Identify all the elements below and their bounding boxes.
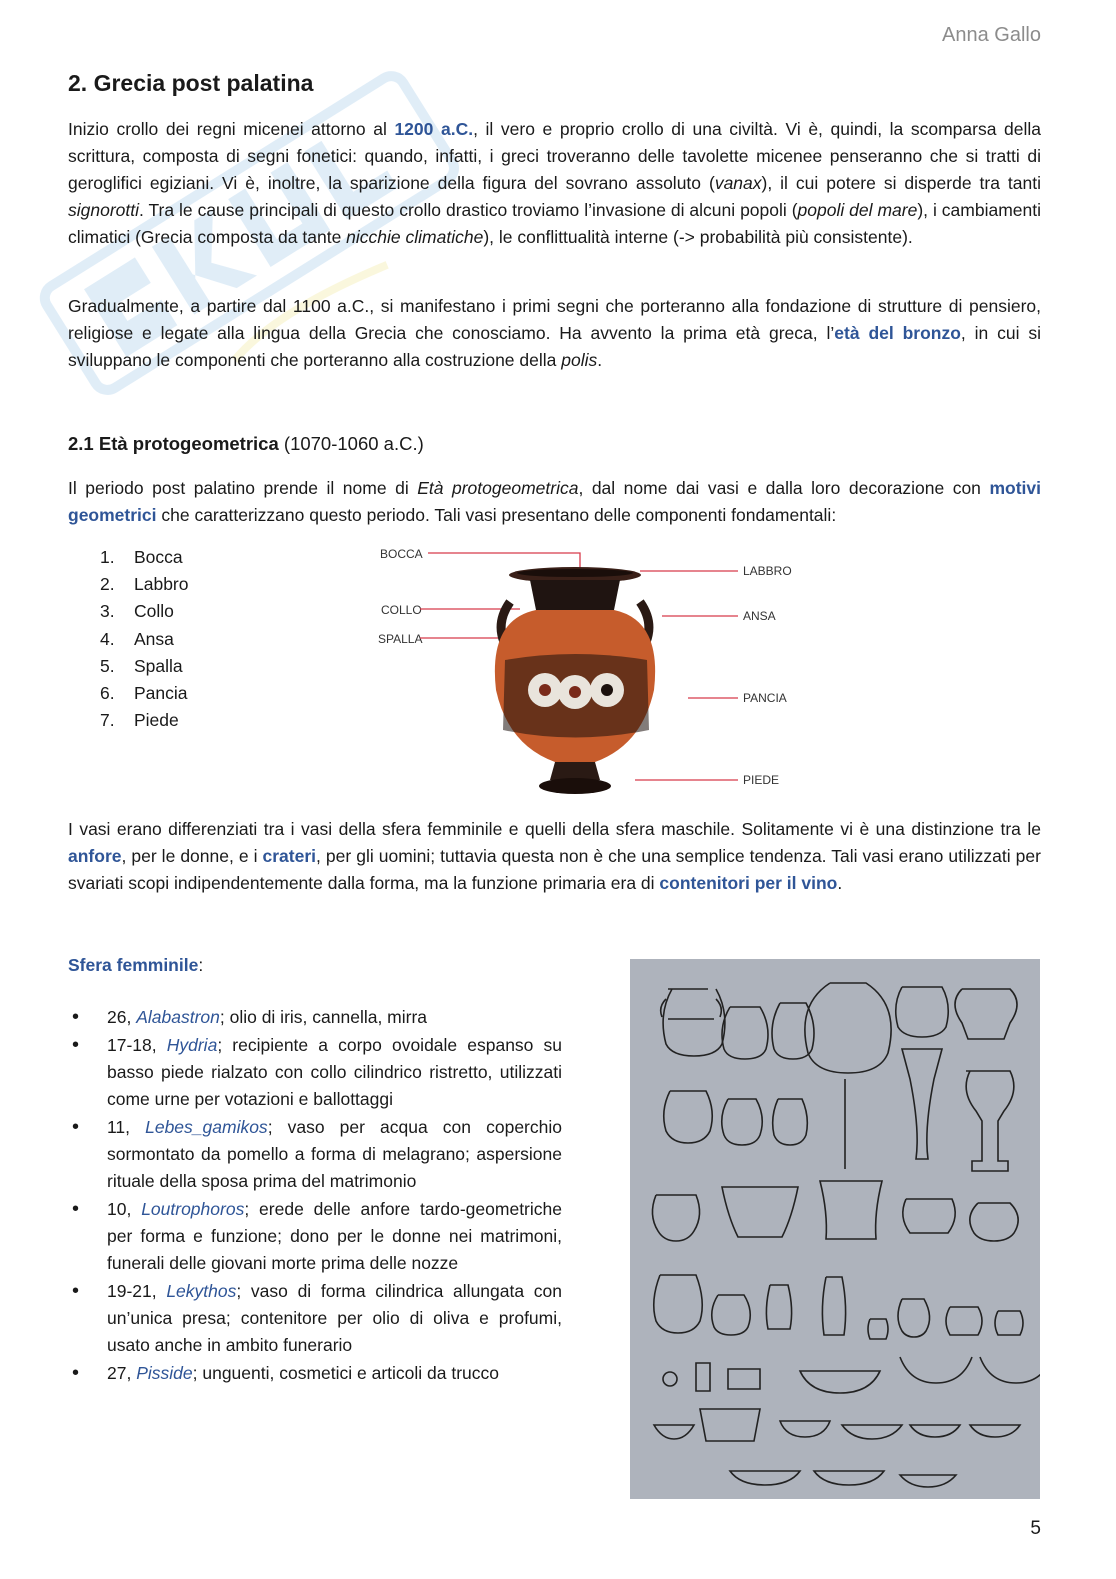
label-bocca: BOCCA: [380, 547, 423, 561]
list-item: 1. Bocca: [100, 547, 183, 567]
list-item: • 27, Pisside; unguenti, cosmetici e articoli da trucco: [68, 1360, 562, 1387]
paragraph-eta-bronzo: Gradualmente, a partire dal 1100 a.C., si manifestano i primi segni che porteranno alla fondazione di strutture di pensiero, religiose e legate alla lingua della Grecia che conosciamo. Ha avvento la prima età greca, l’età del bronzo, in cui si sviluppano le componenti che porteranno alla costruzione della polis.: [68, 296, 1042, 370]
list-item: 5. Spalla: [100, 655, 183, 676]
vase-catalog-plate: [630, 959, 1040, 1499]
subsection-title: 2.1 Età protogeometrica (1070-1060 a.C.): [68, 433, 424, 454]
label-piede: PIEDE: [743, 773, 780, 787]
list-item: 4. Ansa: [100, 628, 174, 649]
author-name: Anna Gallo: [942, 24, 1041, 46]
list-item: 7. Piede: [100, 710, 179, 731]
list-item: 2. Labbro: [100, 574, 189, 595]
amphora-diagram: [370, 540, 810, 805]
vase-components-list: [100, 544, 189, 734]
list-item: • 19-21, Lekythos; vaso di forma cilindrica allungata con un’unica presa; contenitore per olio di oliva e profumi, usato anche in ambito funerario: [68, 1278, 562, 1359]
label-pancia: PANCIA: [743, 691, 787, 705]
list-item: • 26, Alabastron; olio di iris, cannella, mirra: [68, 1004, 562, 1031]
paragraph-sfere: I vasi erano differenziati tra i vasi della sfera femminile e quelli della sfera maschile. Solitamente vi è una distinzione tra le anfore, per le donne, e i crateri, per gli uomini; tuttavia questa non è che una semplice tendenza. Tali vasi erano utilizzati per svariati scopi indipendentemente dalla forma, ma la funzione primaria era di contenitori per il vino.: [68, 819, 1041, 893]
list-item: • 11, Lebes_gamikos; vaso per acqua con coperchio sormontato da pomello a forma di melagrano; aspersione rituale della sposa prima del matrimonio: [68, 1114, 562, 1195]
sfera-femminile-heading: Sfera femminile:: [68, 955, 204, 975]
page-number: 5: [1030, 1518, 1041, 1539]
list-item: 6. Pancia: [100, 683, 188, 704]
paragraph-crollo: Inizio crollo dei regni micenei attorno al 1200 a.C., il vero e proprio crollo di una civiltà. Vi è, quindi, la scomparsa della scrittura, composta di segni fonetici: quando, infatti, i greci troveranno delle tavolette micenee penseranno che si tratti di geroglifici egiziani. Vi è, inoltre, la sparizione della figura del sovrano assoluto (vanax), il cui potere si disperde tra tanti signorotti. Tra le cause principali di questo crollo drastico troviamo l’invasione di alcuni popoli (popoli del mare), i cambiamenti climatici (Grecia composta da tante nicchie climatiche), le conflittualità interne (-> probabilità più consistente).: [68, 119, 1042, 247]
list-item: • 10, Loutrophoros; erede delle anfore tardo-geometriche per forma e funzione; dono per le donne nei matrimoni, funerali delle giovani morte prima delle nozze: [68, 1196, 562, 1277]
label-labbro: LABBRO: [743, 564, 792, 578]
label-ansa: ANSA: [743, 609, 776, 623]
list-item: • 17-18, Hydria; recipiente a corpo ovoidale espanso su basso piede rialzato con collo cilindrico ristretto, utilizzati come urne per votazioni e ballottaggi: [68, 1032, 562, 1113]
label-spalla: SPALLA: [378, 632, 423, 646]
section-title: 2. Grecia post palatina: [68, 70, 314, 96]
paragraph-protogeometrica: Il periodo post palatino prende il nome di Età protogeometrica, dal nome dai vasi e dalla loro decorazione con motivi geometrici che caratterizzano questo periodo. Tali vasi presentano delle componenti fondamentali:: [68, 478, 1041, 525]
vase-types-list: [68, 1004, 562, 1388]
label-collo: COLLO: [381, 603, 422, 617]
list-item: 3. Collo: [100, 601, 174, 622]
